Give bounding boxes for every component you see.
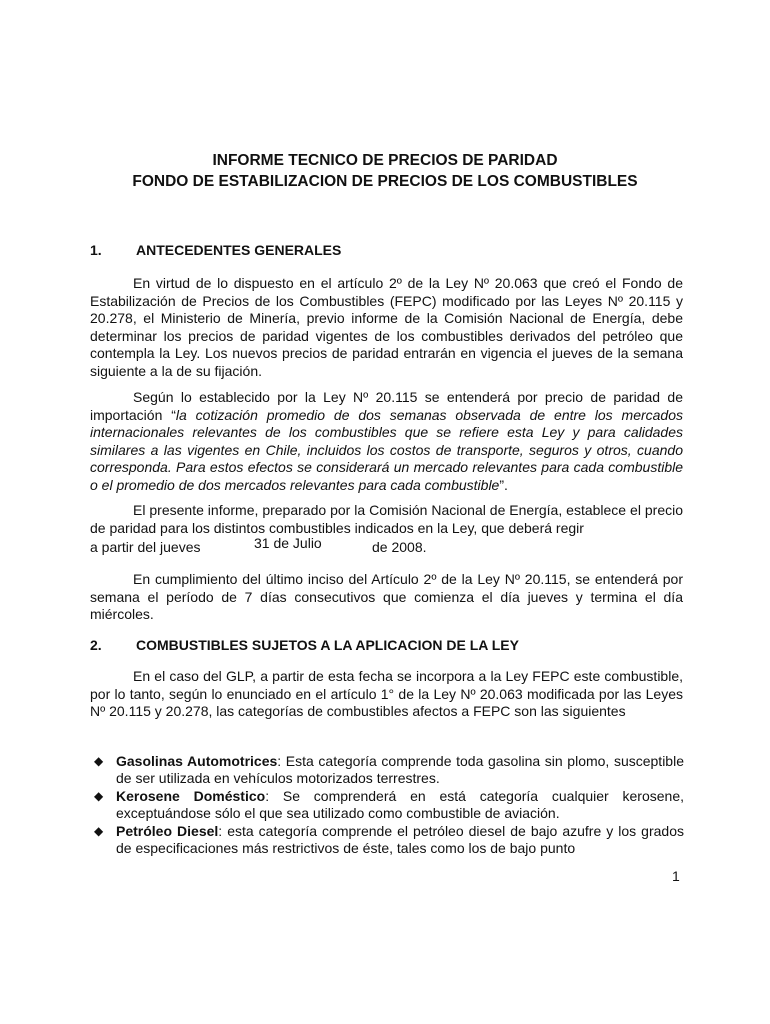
section-1-heading bbox=[90, 241, 341, 259]
diamond-bullet-icon: ◆ bbox=[94, 788, 104, 803]
list-item-term: Petróleo Diesel bbox=[116, 822, 219, 839]
section-2-number: 2. bbox=[90, 637, 102, 653]
report-subtitle: FONDO DE ESTABILIZACION DE PRECIOS DE LOS COMBUSTIBLES bbox=[132, 173, 638, 190]
section-2-heading bbox=[90, 636, 519, 654]
list-item-text: : Se comprenderá en está categoría cualquier kerosene, exceptuándose sólo el que sea utilizado como combustible de aviación. bbox=[116, 787, 684, 822]
list-item bbox=[94, 753, 684, 788]
p2-tail: ”. bbox=[499, 476, 508, 493]
effective-date-prefix: a partir del jueves bbox=[90, 539, 201, 555]
effective-date-field: 31 de Julio bbox=[254, 535, 322, 551]
section-1-title: ANTECEDENTES GENERALES bbox=[136, 242, 342, 258]
report-title: INFORME TECNICO DE PRECIOS DE PARIDAD bbox=[212, 152, 558, 169]
section-1-paragraph-2 bbox=[90, 389, 683, 495]
list-item-text: : esta categoría comprende el petróleo diesel de bajo azufre y los grados de especificaciones más restrictivos de éste, tales como los de bajo punto bbox=[116, 822, 684, 857]
section-1-paragraph-3: El presente informe, preparado por la Comisión Nacional de Energía, establece el precio de paridad para los distintos combustibles indicados en la Ley, que deberá regir bbox=[90, 502, 683, 536]
diamond-bullet-icon: ◆ bbox=[94, 823, 104, 838]
section-1-number: 1. bbox=[90, 242, 102, 258]
diamond-bullet-icon: ◆ bbox=[94, 754, 104, 768]
section-1-paragraph-4: En cumplimiento del último inciso del Artículo 2º de la Ley Nº 20.115, se entenderá por semana el período de 7 días consecutivos que comienza el día jueves y termina el día miércoles. bbox=[90, 571, 683, 623]
section-1-paragraph-1: En virtud de lo dispuesto en el artículo 2º de la Ley Nº 20.063 que creó el Fondo de Estabilización de Precios de los Combustibles (FEPC) modificado por las Leyes Nº 20.115 y 20.278, el Ministerio de Minería, previo informe de la Comisión Nacional de Energía, debe determinar los precios de paridad vigentes de los combustibles derivados del petróleo que contempla la Ley. Los nuevos precios de paridad entrarán en vigencia el jueves de la semana siguiente a la de su fijación. bbox=[90, 275, 683, 379]
section-2-title: COMBUSTIBLES SUJETOS A LA APLICACION DE LA LEY bbox=[136, 637, 519, 653]
list-item bbox=[94, 823, 684, 858]
effective-date-year: de 2008. bbox=[372, 539, 427, 555]
list-item-term: Kerosene Doméstico bbox=[116, 787, 266, 804]
p2-lead: Según lo establecido por la Ley Nº 20.115 se entenderá por precio de paridad de importación “ bbox=[90, 389, 683, 423]
section-2-paragraph-1: En el caso del GLP, a partir de esta fecha se incorpora a la Ley FEPC este combustible, por lo tanto, según lo enunciado en el artículo 1° de la Ley Nº 20.063 modificada por las Leyes Nº 20.115 y 20.278, las categorías de combustibles afectos a FEPC son las siguientes bbox=[90, 668, 683, 720]
list-item bbox=[94, 788, 684, 823]
fuel-category-list bbox=[94, 753, 684, 857]
list-item-text: : Esta categoría comprende toda gasolina sin plomo, susceptible de ser utilizada en vehículos motorizados terrestres. bbox=[116, 753, 684, 787]
page-number: 1 bbox=[672, 868, 680, 884]
p2-quote: la cotización promedio de dos semanas observada de entre los mercados internacionales relevantes de los combustibles que se refiere esta Ley y para calidades similares a las vigentes en Chile, incluidos los costos de transporte, seguros y otros, cuando corresponda. Para estos efectos se considerará un mercado relevantes para cada combustible o el promedio de dos mercados relevantes para cada combustible bbox=[90, 406, 683, 493]
list-item-term: Gasolinas Automotrices bbox=[116, 753, 278, 769]
